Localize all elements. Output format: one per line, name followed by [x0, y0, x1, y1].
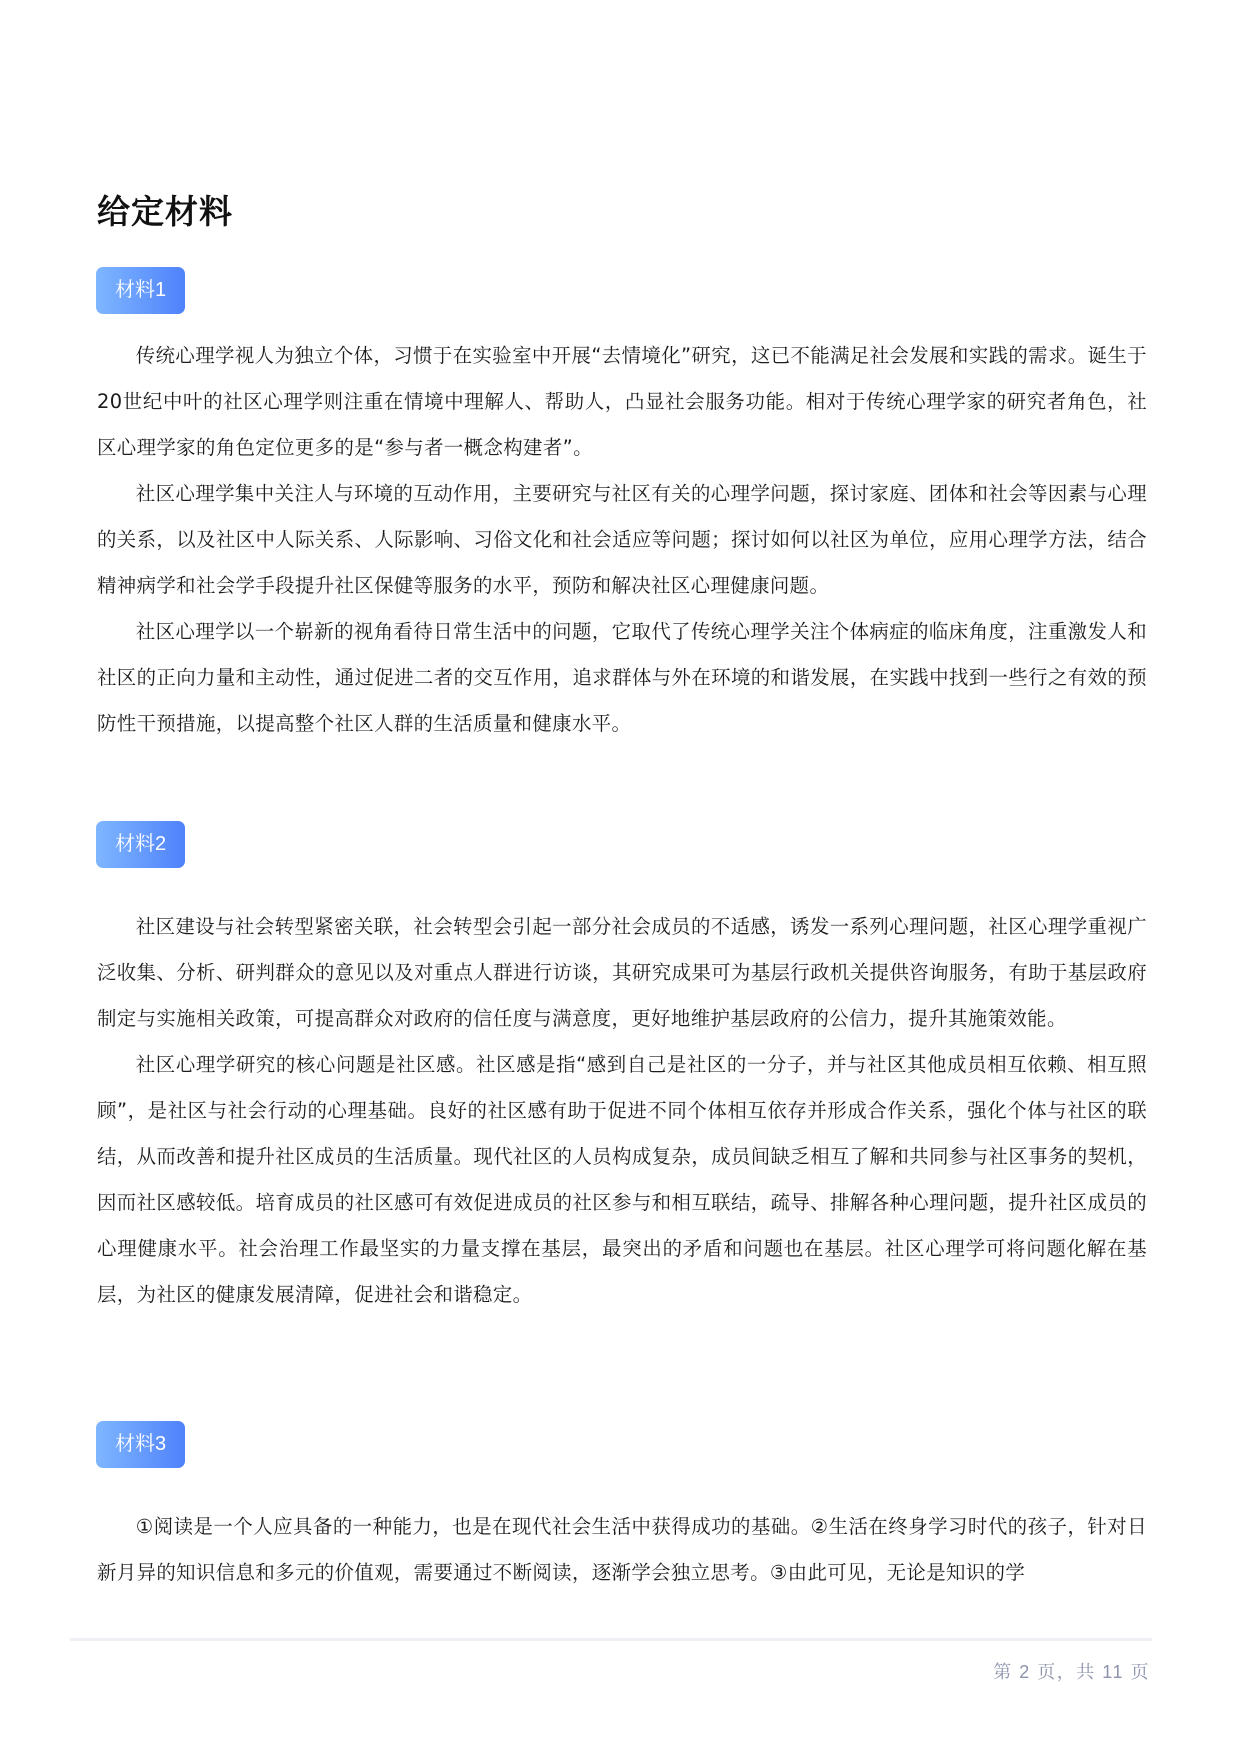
material-3-badge: 材料3: [96, 1421, 185, 1468]
section-title: 给定材料: [97, 192, 233, 231]
material-2-badge: 材料2: [96, 821, 185, 868]
material-2-body: [97, 904, 1147, 1318]
material-1-paragraph-1: 传统心理学视人为独立个体，习惯于在实验室中开展“去情境化”研究，这已不能满足社会发展和实践的需求。诞生于20世纪中叶的社区心理学则注重在情境中理解人、帮助人，凸显社会服务功能。相对于传统心理学家的研究者角色，社区心理学家的角色定位更多的是“参与者一概念构建者”。: [97, 344, 1147, 459]
page-indicator: 第 2 页，共 11 页: [993, 1662, 1150, 1682]
footer-divider: [70, 1638, 1152, 1641]
material-2-paragraph-1: 社区建设与社会转型紧密关联，社会转型会引起一部分社会成员的不适感，诱发一系列心理问题，社区心理学重视广泛收集、分析、研判群众的意见以及对重点人群进行访谈，其研究成果可为基层行政机关提供咨询服务，有助于基层政府制定与实施相关政策，可提高群众对政府的信任度与满意度，更好地维护基层政府的公信力，提升其施策效能。: [97, 915, 1147, 1030]
material-1-badge: 材料1: [96, 267, 185, 314]
material-1-paragraph-2: 社区心理学集中关注人与环境的互动作用，主要研究与社区有关的心理学问题，探讨家庭、团体和社会等因素与心理的关系，以及社区中人际关系、人际影响、习俗文化和社会适应等问题；探讨如何以社区为单位，应用心理学方法，结合精神病学和社会学手段提升社区保健等服务的水平，预防和解决社区心理健康问题。: [97, 482, 1147, 597]
material-1-paragraph-3: 社区心理学以一个崭新的视角看待日常生活中的问题，它取代了传统心理学关注个体病症的临床角度，注重激发人和社区的正向力量和主动性，通过促进二者的交互作用，追求群体与外在环境的和谐发展，在实践中找到一些行之有效的预防性干预措施，以提高整个社区人群的生活质量和健康水平。: [97, 620, 1147, 735]
material-3-paragraph-1: ①阅读是一个人应具备的一种能力，也是在现代社会生活中获得成功的基础。②生活在终身学习时代的孩子，针对日新月异的知识信息和多元的价值观，需要通过不断阅读，逐渐学会独立思考。③由此可见，无论是知识的学: [97, 1515, 1147, 1584]
material-1-body: [97, 333, 1147, 747]
material-2-paragraph-2: 社区心理学研究的核心问题是社区感。社区感是指“感到自己是社区的一分子，并与社区其他成员相互依赖、相互照顾”，是社区与社会行动的心理基础。良好的社区感有助于促进不同个体相互依存并形成合作关系，强化个体与社区的联结，从而改善和提升社区成员的生活质量。现代社区的人员构成复杂，成员间缺乏相互了解和共同参与社区事务的契机，因而社区感较低。培育成员的社区感可有效促进成员的社区参与和相互联结，疏导、排解各种心理问题，提升社区成员的心理健康水平。社会治理工作最坚实的力量支撑在基层，最突出的矛盾和问题也在基层。社区心理学可将问题化解在基层，为社区的健康发展清障，促进社会和谐稳定。: [97, 1053, 1147, 1306]
material-3-body: [97, 1504, 1147, 1596]
